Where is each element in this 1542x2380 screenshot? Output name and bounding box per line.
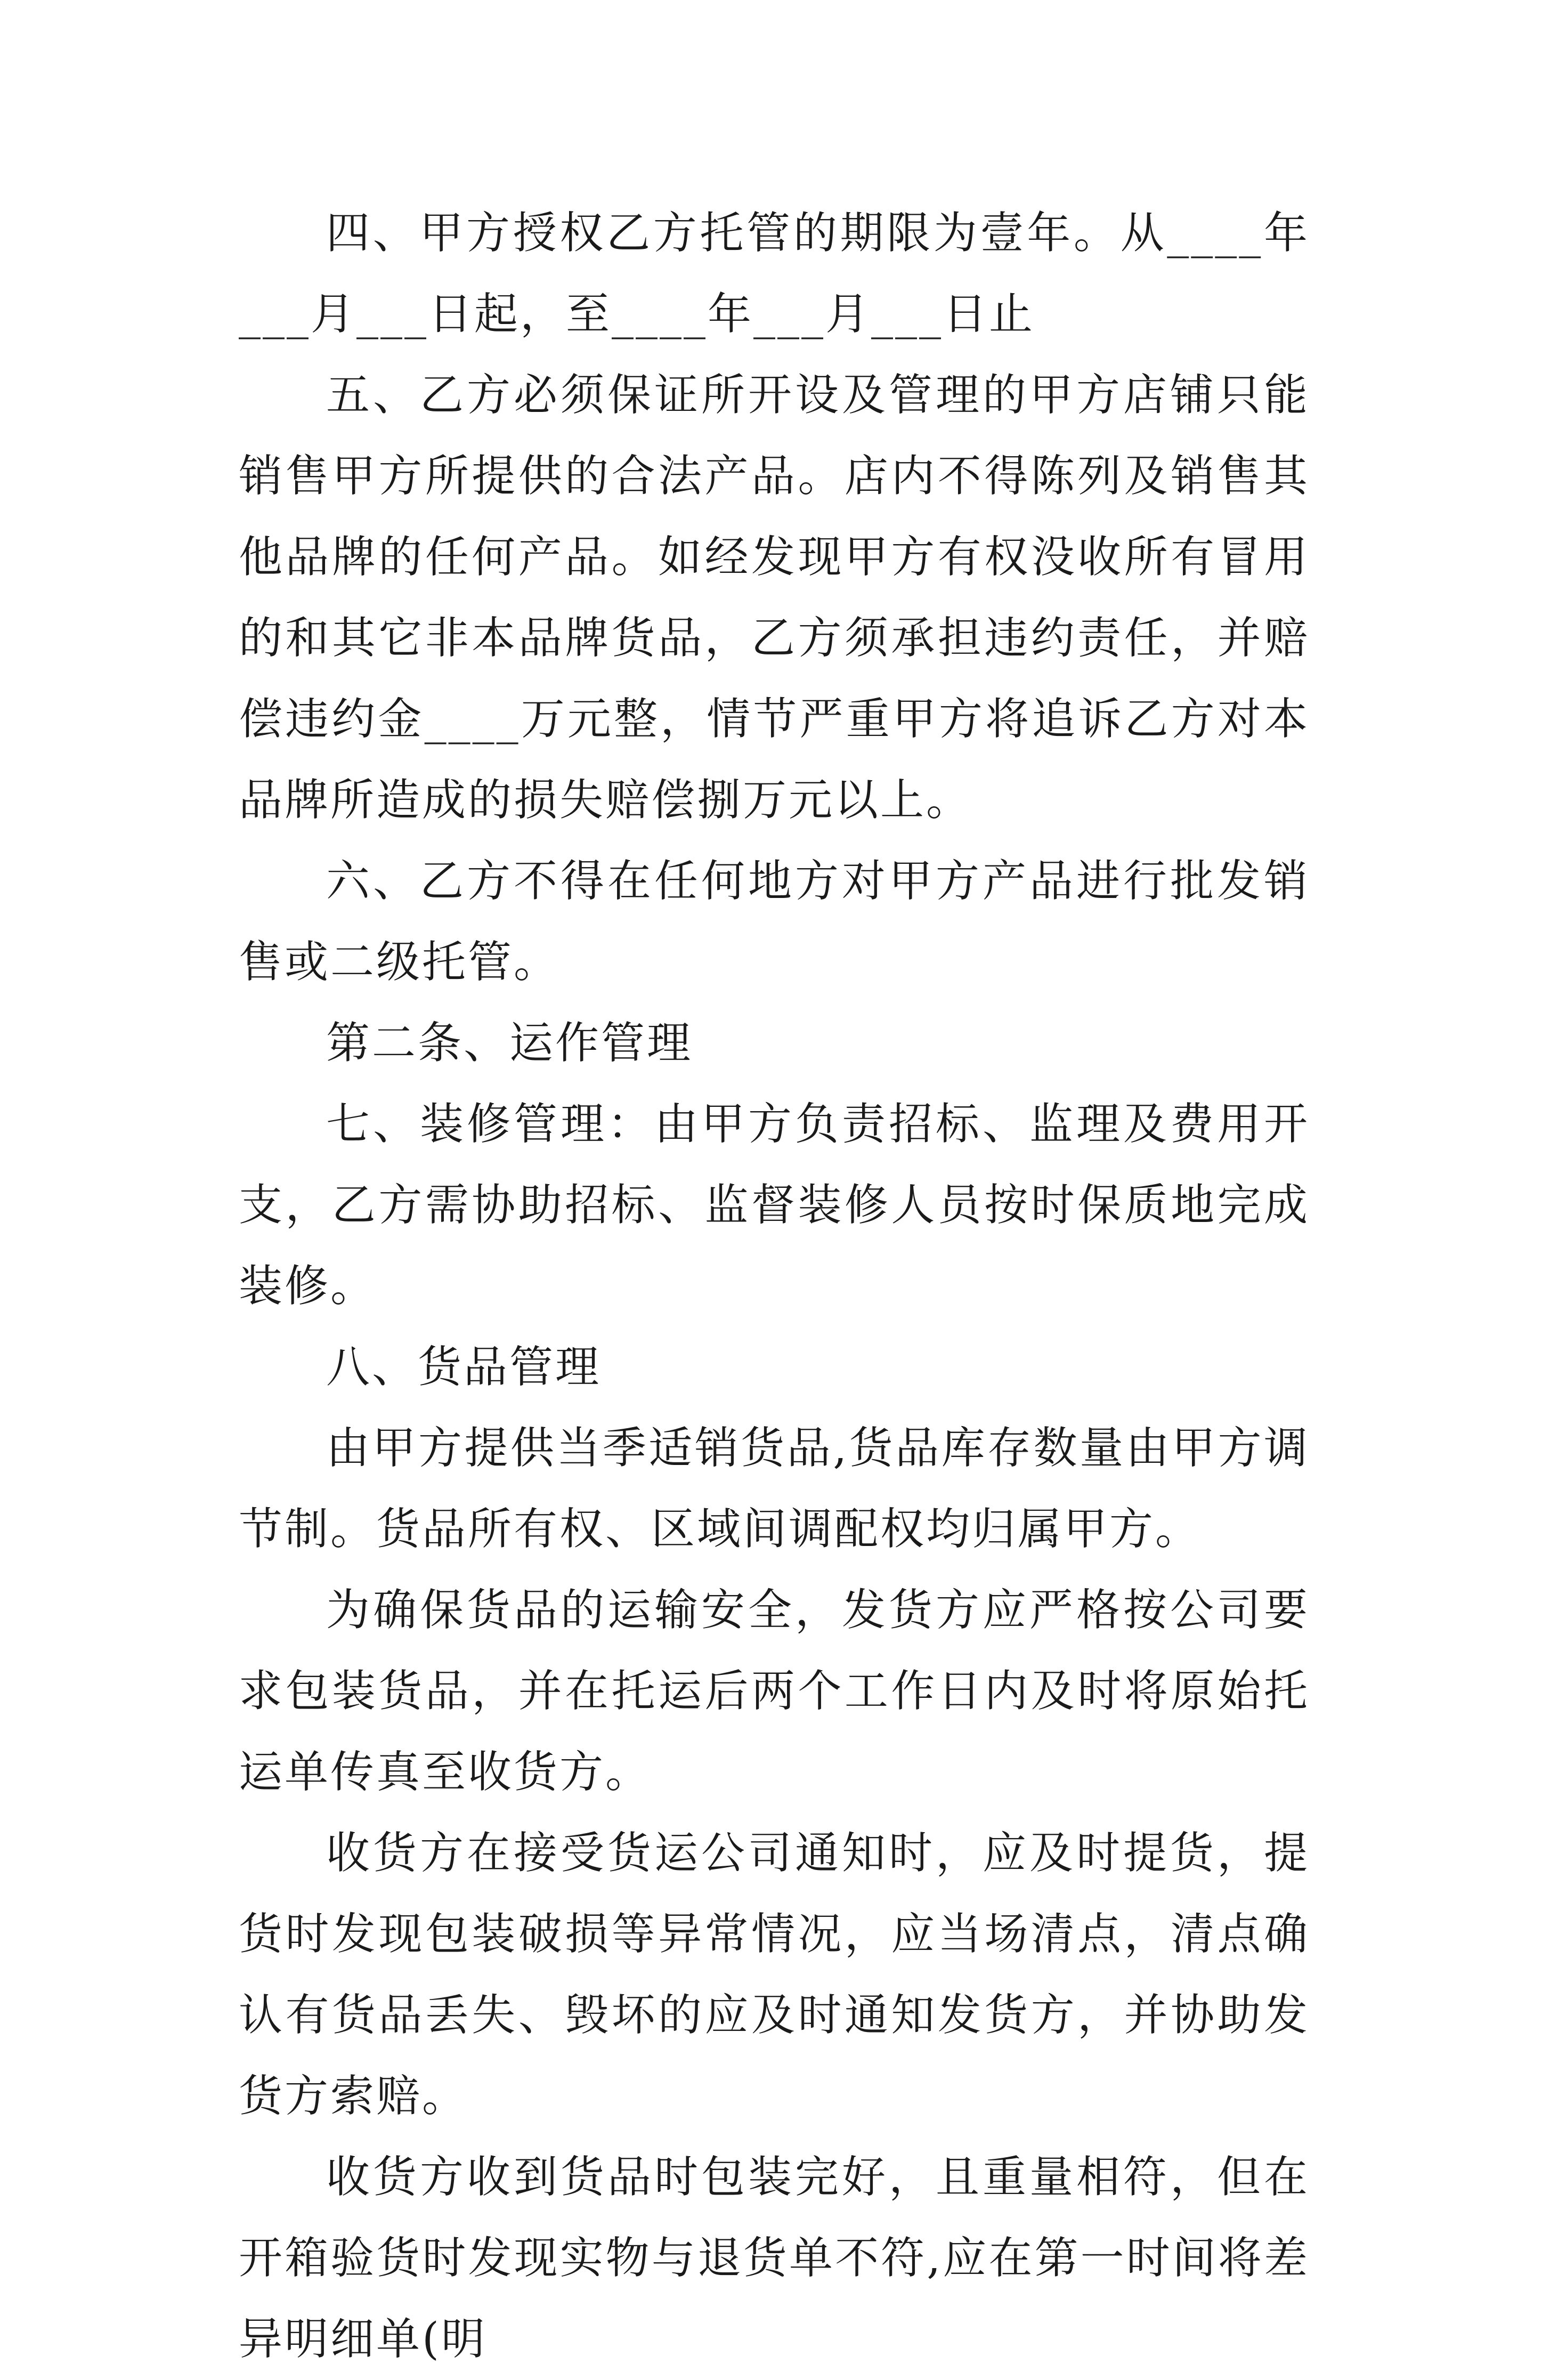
- discrepancy-paragraph: 收货方收到货品时包装完好，且重量相符，但在开箱验货时发现实物与退货单不符,应在第一时间将差异明细单(明: [239, 2152, 1310, 2365]
- document-body: [239, 193, 1310, 2380]
- goods-supply-paragraph: 由甲方提供当季适销货品,货品库存数量由甲方调节制。货品所有权、区域间调配权均归属甲方。: [239, 1423, 1310, 1555]
- clause-6-no-wholesale: 六、乙方不得在任何地方对甲方产品进行批发销售或二级托管。: [239, 856, 1310, 987]
- clause-7-decoration: 七、装修管理：由甲方负责招标、监理及费用开支，乙方需协助招标、监督装修人员按时保质地完成装修。: [239, 1099, 1310, 1312]
- clause-5-exclusive-products: 五、乙方必须保证所开设及管理的甲方店铺只能销售甲方所提供的合法产品。店内不得陈列及销售其他品牌的任何产品。如经发现甲方有权没收所有冒用的和其它非本品牌货品，乙方须承担违约责任，并赔偿违约金____万元整，情节严重甲方将追诉乙方对本品牌所造成的损失赔偿捌万元以上。: [239, 370, 1310, 825]
- shipping-safety-paragraph: 为确保货品的运输安全，发货方应严格按公司要求包装货品，并在托运后两个工作日内及时将原始托运单传真至收货方。: [239, 1585, 1310, 1798]
- clause-8-goods-heading: 八、货品管理: [326, 1342, 602, 1393]
- article-2-heading: 第二条、运作管理: [326, 1018, 693, 1068]
- clause-4-term: 四、甲方授权乙方托管的期限为壹年。从____年___月___日起，至____年___月___日止: [239, 208, 1310, 339]
- receiving-notice-paragraph: 收货方在接受货运公司通知时，应及时提货，提货时发现包装破损等异常情况，应当场清点，清点确认有货品丢失、毁坏的应及时通知发货方，并协助发货方索赔。: [239, 1828, 1310, 2122]
